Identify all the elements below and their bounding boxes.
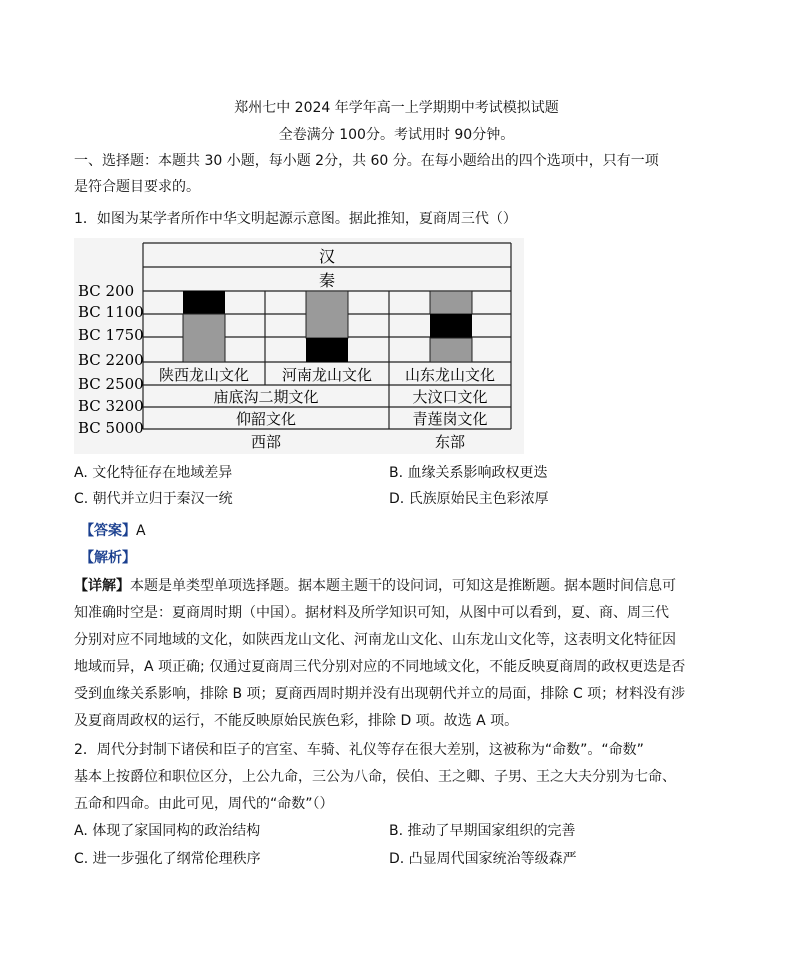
culture-yangshao: 仰韶文化 xyxy=(235,410,297,428)
doc-subtitle: 全卷满分 100分。考试用时 90分钟。 xyxy=(278,127,515,143)
section-instruction-line1: 一、选择题：本题共 30 小题，每小题 2分，共 60 分。在每小题给出的四个选项中，只有一项 xyxy=(74,153,659,169)
row-qin: 秦 xyxy=(318,271,336,290)
doc-title: 郑州七中 2024 年学年高一上学期期中考试模拟试题 xyxy=(234,100,559,116)
section-instruction-line2: 是符合题目要求的。 xyxy=(74,179,200,195)
q1-option-b: B. 血缘关系影响政权更迭 xyxy=(389,465,548,481)
bar-central-xia-dark xyxy=(306,338,348,362)
region-east: 东部 xyxy=(434,433,466,451)
bar-east-gray-top xyxy=(430,291,472,314)
culture-shandong-longshan: 山东龙山文化 xyxy=(404,366,496,384)
q1-detail-line: 分别对应不同地域的文化，如陕西龙山文化、河南龙山文化、山东龙山文化等，这表明文化特征因 xyxy=(74,632,676,648)
bar-east-gray-bottom xyxy=(430,338,472,362)
culture-qinglian-gang: 青莲岗文化 xyxy=(412,410,488,428)
q1-detail-line: 及夏商周政权的运行，不能反映原始民族色彩，排除 D 项。故选 A 项。 xyxy=(74,713,519,729)
answer-value: A xyxy=(136,523,146,539)
culture-shaanxi-longshan: 陕西龙山文化 xyxy=(158,366,250,384)
row-han: 汉 xyxy=(318,247,336,266)
q1-detail-line xyxy=(74,577,676,595)
q1-answer xyxy=(80,522,146,540)
year-label: BC 3200 xyxy=(78,397,144,415)
culture-henan-longshan: 河南龙山文化 xyxy=(281,366,373,384)
q2-option-c: C. 进一步强化了纲常伦理秩序 xyxy=(74,851,261,867)
q2-stem-line: 2．周代分封制下诸侯和臣子的宫室、车骑、礼仪等存在很大差别，这被称为“命数”。“命数” xyxy=(74,742,644,758)
year-label: BC 2200 xyxy=(78,351,144,369)
region-west: 西部 xyxy=(250,433,282,451)
year-label: BC 1100 xyxy=(78,303,144,321)
q2-option-d: D. 凸显周代国家统治等级森严 xyxy=(389,851,577,867)
answer-tag: 【答案】 xyxy=(80,523,136,539)
bar-west-xia-dark xyxy=(183,291,225,314)
bar-central-gray xyxy=(306,291,348,338)
q2-stem-line: 基本上按爵位和职位区分，上公九命，三公为八命，侯伯、王之卿、子男、王之大夫分别为七命、 xyxy=(74,769,676,785)
q1-detail-line: 受到血缘关系影响，排除 B 项；夏商西周时期并没有出现朝代并立的局面，排除 C 项；材料没有涉 xyxy=(74,686,686,702)
culture-miaodigou: 庙底沟二期文化 xyxy=(213,388,319,406)
bar-east-shang-dark xyxy=(430,314,472,338)
q1-stem: 1．如图为某学者所作中华文明起源示意图。据此推知，夏商周三代（） xyxy=(74,211,517,227)
culture-dawenkou: 大汶口文化 xyxy=(412,388,488,406)
year-label: BC 2500 xyxy=(78,375,144,393)
year-label: BC 1750 xyxy=(78,326,144,344)
year-label: BC 5000 xyxy=(78,419,144,437)
year-label: BC 200 xyxy=(78,282,135,300)
q1-option-d: D. 氏族原始民主色彩浓厚 xyxy=(389,491,549,507)
q1-detail-line: 地域而异，A 项正确; 仅通过夏商周三代分别对应的不同地域文化，不能反映夏商周的政权更迭是否 xyxy=(74,659,686,675)
q2-option-b: B. 推动了早期国家组织的完善 xyxy=(389,823,576,839)
civilization-origin-diagram xyxy=(74,238,524,454)
q2-stem-line: 五命和四命。由此可见，周代的“命数”（） xyxy=(74,796,334,812)
q1-analysis-tag: 【解析】 xyxy=(80,550,136,566)
q1-detail-line: 知准确时空是：夏商周时期（中国）。据材料及所学知识可知，从图中可以看到，夏、商、周三代 xyxy=(74,605,669,621)
detail-text: 本题是单类型单项选择题。据本题主题干的设问词，可知这是推断题。据本题时间信息可 xyxy=(130,578,676,594)
q1-option-c: C. 朝代并立归于秦汉一统 xyxy=(74,491,233,507)
bar-west-gray xyxy=(183,314,225,362)
q2-option-a: A. 体现了家国同构的政治结构 xyxy=(74,823,261,839)
q1-option-a: A. 文化特征存在地域差异 xyxy=(74,465,233,481)
detail-tag: 【详解】 xyxy=(74,578,130,594)
